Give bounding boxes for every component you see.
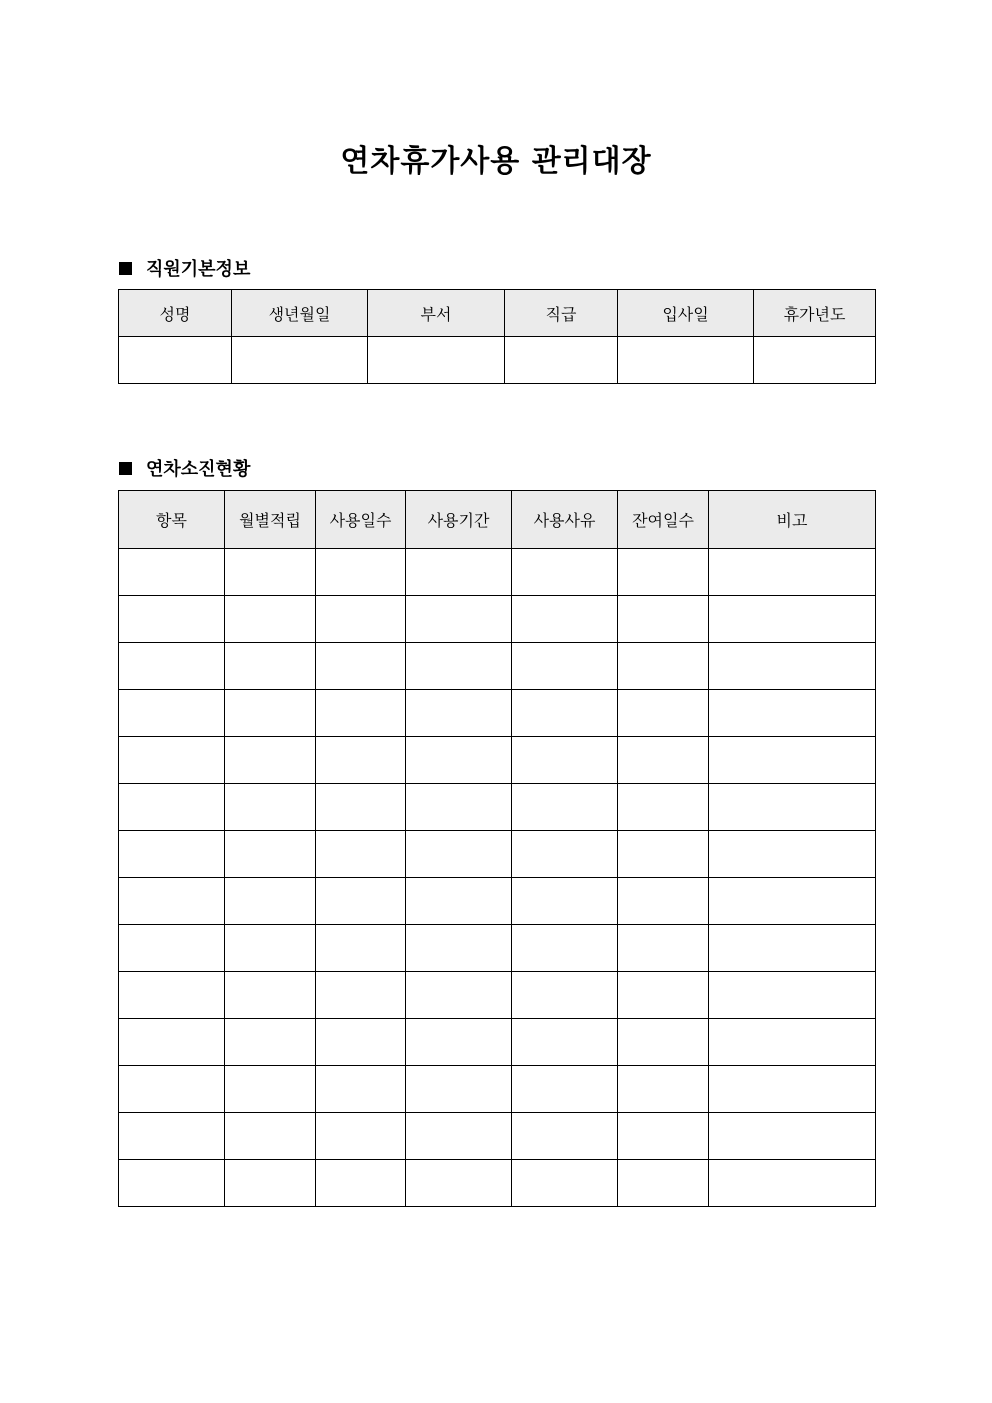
item-cell[interactable] — [119, 878, 225, 925]
section-heading-employee-info — [119, 255, 250, 281]
table-row — [119, 1113, 876, 1160]
remaining-days-cell[interactable] — [618, 643, 709, 690]
monthly-accrual-cell[interactable] — [225, 549, 316, 596]
remarks-cell[interactable] — [709, 643, 876, 690]
days-used-cell[interactable] — [316, 1019, 406, 1066]
usage-reason-cell[interactable] — [512, 690, 618, 737]
table-row — [119, 643, 876, 690]
item-cell[interactable] — [119, 549, 225, 596]
monthly-accrual-cell[interactable] — [225, 1113, 316, 1160]
usage-period-cell[interactable] — [406, 1019, 512, 1066]
usage-period-cell[interactable] — [406, 972, 512, 1019]
item-cell[interactable] — [119, 925, 225, 972]
usage-reason-cell[interactable] — [512, 643, 618, 690]
usage-period-cell[interactable] — [406, 878, 512, 925]
column-header-remarks: 비고 — [709, 491, 876, 549]
item-cell[interactable] — [119, 784, 225, 831]
column-header-leave-year: 휴가년도 — [754, 290, 876, 337]
department-cell[interactable] — [368, 337, 505, 384]
table-row — [119, 1160, 876, 1207]
days-used-cell[interactable] — [316, 1113, 406, 1160]
monthly-accrual-cell[interactable] — [225, 1066, 316, 1113]
remarks-cell[interactable] — [709, 1160, 876, 1207]
table-row — [119, 596, 876, 643]
remarks-cell[interactable] — [709, 784, 876, 831]
remaining-days-cell[interactable] — [618, 972, 709, 1019]
item-cell[interactable] — [119, 1066, 225, 1113]
remaining-days-cell[interactable] — [618, 925, 709, 972]
item-cell[interactable] — [119, 831, 225, 878]
position-cell[interactable] — [505, 337, 618, 384]
usage-period-cell[interactable] — [406, 596, 512, 643]
table-row — [119, 831, 876, 878]
table-row — [119, 1019, 876, 1066]
remaining-days-cell[interactable] — [618, 1113, 709, 1160]
item-cell[interactable] — [119, 643, 225, 690]
remaining-days-cell[interactable] — [618, 737, 709, 784]
table-row — [119, 925, 876, 972]
remarks-cell[interactable] — [709, 549, 876, 596]
days-used-cell[interactable] — [316, 831, 406, 878]
days-used-cell[interactable] — [316, 596, 406, 643]
column-header-monthly-accrual: 월별적립 — [225, 491, 316, 549]
column-header-item: 항목 — [119, 491, 225, 549]
remarks-cell[interactable] — [709, 878, 876, 925]
days-used-cell[interactable] — [316, 1160, 406, 1207]
document-title: 연차휴가사용 관리대장 — [340, 144, 652, 179]
remaining-days-cell[interactable] — [618, 1160, 709, 1207]
employee-info-table — [118, 289, 876, 384]
table-row — [119, 337, 876, 384]
usage-period-cell[interactable] — [406, 737, 512, 784]
days-used-cell[interactable] — [316, 1066, 406, 1113]
column-header-birthdate: 생년월일 — [232, 290, 368, 337]
days-used-cell[interactable] — [316, 925, 406, 972]
column-header-days-used: 사용일수 — [316, 491, 406, 549]
remarks-cell[interactable] — [709, 972, 876, 1019]
days-used-cell[interactable] — [316, 784, 406, 831]
remarks-cell[interactable] — [709, 737, 876, 784]
leave-usage-table — [118, 490, 876, 1207]
monthly-accrual-cell[interactable] — [225, 1019, 316, 1066]
monthly-accrual-cell[interactable] — [225, 784, 316, 831]
usage-reason-cell[interactable] — [512, 1113, 618, 1160]
monthly-accrual-cell[interactable] — [225, 972, 316, 1019]
remaining-days-cell[interactable] — [618, 1019, 709, 1066]
column-header-position: 직급 — [505, 290, 618, 337]
column-header-usage-reason: 사용사유 — [512, 491, 618, 549]
remarks-cell[interactable] — [709, 1066, 876, 1113]
monthly-accrual-cell[interactable] — [225, 1160, 316, 1207]
table-row — [119, 972, 876, 1019]
usage-reason-cell[interactable] — [512, 1066, 618, 1113]
remaining-days-cell[interactable] — [618, 1066, 709, 1113]
monthly-accrual-cell[interactable] — [225, 925, 316, 972]
leave-year-cell[interactable] — [754, 337, 876, 384]
usage-period-cell[interactable] — [406, 690, 512, 737]
usage-period-cell[interactable] — [406, 784, 512, 831]
monthly-accrual-cell[interactable] — [225, 643, 316, 690]
remaining-days-cell[interactable] — [618, 831, 709, 878]
item-cell[interactable] — [119, 596, 225, 643]
usage-reason-cell[interactable] — [512, 925, 618, 972]
monthly-accrual-cell[interactable] — [225, 690, 316, 737]
monthly-accrual-cell[interactable] — [225, 878, 316, 925]
section-heading-label: 연차소진현황 — [146, 459, 251, 480]
usage-reason-cell[interactable] — [512, 1019, 618, 1066]
section-heading-label: 직원기본정보 — [146, 259, 251, 280]
table-row — [119, 1066, 876, 1113]
remaining-days-cell[interactable] — [618, 596, 709, 643]
table-header-row — [119, 491, 876, 549]
item-cell[interactable] — [119, 1160, 225, 1207]
column-header-department: 부서 — [368, 290, 505, 337]
remarks-cell[interactable] — [709, 1019, 876, 1066]
usage-period-cell[interactable] — [406, 1160, 512, 1207]
column-header-name: 성명 — [119, 290, 232, 337]
days-used-cell[interactable] — [316, 878, 406, 925]
usage-reason-cell[interactable] — [512, 549, 618, 596]
column-header-hire-date: 입사일 — [618, 290, 754, 337]
name-cell[interactable] — [119, 337, 232, 384]
remaining-days-cell[interactable] — [618, 784, 709, 831]
column-header-remaining-days: 잔여일수 — [618, 491, 709, 549]
usage-period-cell[interactable] — [406, 831, 512, 878]
usage-period-cell[interactable] — [406, 549, 512, 596]
column-header-usage-period: 사용기간 — [406, 491, 512, 549]
monthly-accrual-cell[interactable] — [225, 737, 316, 784]
item-cell[interactable] — [119, 737, 225, 784]
remaining-days-cell[interactable] — [618, 690, 709, 737]
section-heading-leave-usage — [119, 455, 250, 481]
usage-reason-cell[interactable] — [512, 1160, 618, 1207]
square-bullet-icon — [119, 262, 132, 275]
monthly-accrual-cell[interactable] — [225, 596, 316, 643]
remaining-days-cell[interactable] — [618, 878, 709, 925]
days-used-cell[interactable] — [316, 972, 406, 1019]
remaining-days-cell[interactable] — [618, 549, 709, 596]
usage-period-cell[interactable] — [406, 643, 512, 690]
table-row — [119, 690, 876, 737]
item-cell[interactable] — [119, 1113, 225, 1160]
usage-reason-cell[interactable] — [512, 878, 618, 925]
remarks-cell[interactable] — [709, 690, 876, 737]
item-cell[interactable] — [119, 972, 225, 1019]
usage-period-cell[interactable] — [406, 925, 512, 972]
remarks-cell[interactable] — [709, 831, 876, 878]
monthly-accrual-cell[interactable] — [225, 831, 316, 878]
usage-period-cell[interactable] — [406, 1066, 512, 1113]
usage-reason-cell[interactable] — [512, 831, 618, 878]
days-used-cell[interactable] — [316, 690, 406, 737]
days-used-cell[interactable] — [316, 643, 406, 690]
usage-reason-cell[interactable] — [512, 596, 618, 643]
birthdate-cell[interactable] — [232, 337, 368, 384]
usage-reason-cell[interactable] — [512, 737, 618, 784]
days-used-cell[interactable] — [316, 549, 406, 596]
square-bullet-icon — [119, 462, 132, 475]
remarks-cell[interactable] — [709, 596, 876, 643]
remarks-cell[interactable] — [709, 925, 876, 972]
hire-date-cell[interactable] — [618, 337, 754, 384]
leave-usage-body — [119, 549, 876, 1207]
usage-period-cell[interactable] — [406, 1113, 512, 1160]
remarks-cell[interactable] — [709, 1113, 876, 1160]
table-row — [119, 784, 876, 831]
item-cell[interactable] — [119, 690, 225, 737]
days-used-cell[interactable] — [316, 737, 406, 784]
table-row — [119, 878, 876, 925]
table-row — [119, 737, 876, 784]
item-cell[interactable] — [119, 1019, 225, 1066]
table-header-row — [119, 290, 876, 337]
table-row — [119, 549, 876, 596]
usage-reason-cell[interactable] — [512, 784, 618, 831]
usage-reason-cell[interactable] — [512, 972, 618, 1019]
